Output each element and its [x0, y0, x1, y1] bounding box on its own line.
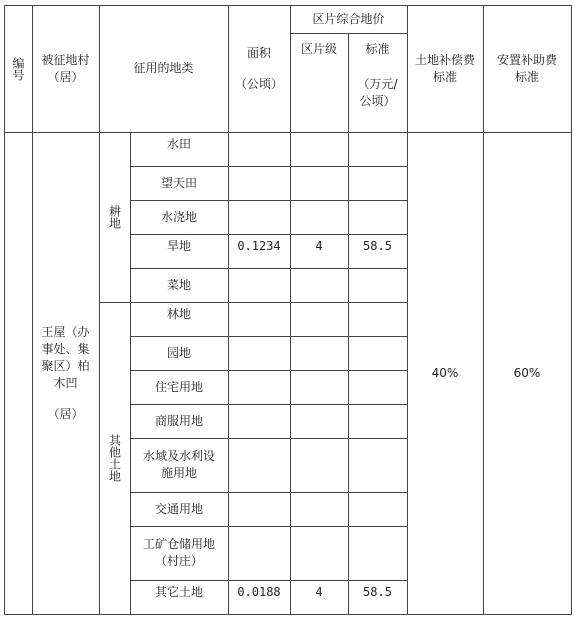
- row-area: [228, 438, 290, 492]
- row-standard-text: 58.5: [363, 239, 392, 253]
- header-standard-line1: 标准: [365, 42, 390, 56]
- row-area: [228, 200, 290, 234]
- row-grade: [290, 404, 348, 438]
- grid-line: [99, 5, 100, 615]
- row-standard: [348, 580, 407, 614]
- row-type: [130, 438, 228, 492]
- row-type-text: 园地: [166, 345, 191, 360]
- row-standard: [348, 370, 407, 404]
- table-border-left: [4, 5, 5, 615]
- grid-line: [407, 5, 408, 615]
- header-resettlement: [483, 5, 571, 132]
- grid-line: [130, 580, 407, 581]
- land-compensation-value: [407, 132, 483, 614]
- row-type-text: 施用地: [160, 466, 197, 480]
- header-standard: [348, 33, 407, 132]
- row-standard: [348, 200, 407, 234]
- row-type: [130, 302, 228, 336]
- row-grade: [290, 492, 348, 526]
- row-type: [130, 166, 228, 200]
- row-grade-text: 4: [315, 585, 323, 599]
- grid-line: [130, 370, 407, 371]
- header-area: [228, 5, 290, 132]
- row-area: [228, 370, 290, 404]
- row-standard: [348, 166, 407, 200]
- header-village-text: 被征地村（居）: [41, 52, 90, 84]
- row-type: [130, 200, 228, 234]
- row-grade: [290, 234, 348, 268]
- row-type-text: 工矿仓储用地: [142, 537, 215, 551]
- resettlement-value: [483, 132, 571, 614]
- village-line: （居）: [47, 406, 84, 421]
- village-cell: [32, 132, 99, 614]
- grid-line: [130, 268, 407, 269]
- header-village: [32, 5, 99, 132]
- header-area-line1: 面积: [246, 45, 271, 60]
- header-standard-line3: 公顷）: [359, 94, 396, 108]
- grid-line: [483, 5, 484, 615]
- row-type-text: 商服用地: [154, 413, 203, 428]
- row-type: [130, 580, 228, 614]
- row-area-text: 0.1234: [237, 239, 281, 253]
- row-area: [228, 166, 290, 200]
- row-type-text: 水浇地: [160, 209, 197, 224]
- row-type-text: 水域及水利设: [142, 449, 215, 463]
- row-standard: [348, 302, 407, 336]
- row-type-text: 菜地: [166, 277, 191, 292]
- header-price-group: [290, 5, 407, 33]
- group-other-text: 其他土地: [107, 434, 122, 482]
- grid-line: [130, 492, 407, 493]
- table-border-right: [571, 5, 572, 615]
- grid-line: [290, 5, 291, 615]
- group-cultivated-land: [99, 132, 130, 302]
- row-type: [130, 526, 228, 580]
- row-grade: [290, 200, 348, 234]
- grid-line: [348, 33, 349, 615]
- header-number: [4, 5, 32, 132]
- village-line: 王屋（办: [41, 324, 90, 339]
- row-area: [228, 302, 290, 336]
- village-line: 木凹: [53, 375, 78, 390]
- row-type: [130, 492, 228, 526]
- resettlement-value-text: 60%: [513, 365, 541, 380]
- row-grade: [290, 526, 348, 580]
- row-standard: [348, 234, 407, 268]
- row-grade: [290, 336, 348, 370]
- row-standard: [348, 132, 407, 166]
- row-area: [228, 268, 290, 302]
- grid-line: [130, 526, 407, 527]
- row-type-text: 其它土地: [154, 585, 203, 599]
- row-type-text: 住宅用地: [154, 379, 203, 394]
- row-type: [130, 370, 228, 404]
- table-border-top: [4, 5, 572, 6]
- village-line: 事处、集: [41, 341, 90, 356]
- header-grade-text: 区片级: [300, 42, 337, 56]
- row-grade: [290, 370, 348, 404]
- header-land-type-text: 征用的地类: [133, 61, 194, 75]
- header-area-line2: （公顷）: [234, 76, 283, 91]
- grid-line: [130, 336, 407, 337]
- header-price-group-text: 区片综合地价: [312, 11, 385, 26]
- row-standard: [348, 438, 407, 492]
- land-compensation-value-text: 40%: [431, 365, 459, 380]
- header-land-compensation-text: 土地补偿费标准: [415, 52, 476, 84]
- row-type-text: 望天田: [160, 175, 197, 190]
- row-type: [130, 132, 228, 166]
- grid-line: [130, 132, 131, 615]
- row-area: [228, 526, 290, 580]
- row-area: [228, 404, 290, 438]
- village-line: 聚区）柏: [41, 358, 90, 373]
- grid-line: [99, 302, 407, 303]
- grid-line: [130, 166, 407, 167]
- row-grade: [290, 438, 348, 492]
- row-standard: [348, 268, 407, 302]
- header-resettlement-text: 安置补助费标准: [496, 52, 557, 84]
- row-area: [228, 492, 290, 526]
- row-type-text: 林地: [166, 307, 191, 321]
- row-type: [130, 336, 228, 370]
- group-cultivated-text: 耕地: [107, 205, 122, 229]
- grid-line: [228, 5, 229, 615]
- row-area: [228, 234, 290, 268]
- row-standard-text: 58.5: [363, 585, 392, 599]
- header-grade: [290, 33, 348, 132]
- row-type-text: 交通用地: [154, 501, 203, 516]
- row-area-text: 0.0188: [237, 585, 281, 599]
- group-other-land: [99, 302, 130, 614]
- grid-line: [130, 404, 407, 405]
- header-standard-line2: （万元/: [357, 77, 398, 91]
- row-grade: [290, 302, 348, 336]
- row-type: [130, 234, 228, 268]
- grid-line: [130, 438, 407, 439]
- row-type-text: 水田: [166, 137, 191, 151]
- grid-line: [130, 200, 407, 201]
- row-grade: [290, 580, 348, 614]
- row-grade: [290, 166, 348, 200]
- grid-line: [32, 5, 33, 615]
- row-grade: [290, 132, 348, 166]
- row-type: [130, 268, 228, 302]
- grid-line: [290, 33, 407, 34]
- grid-line: [130, 234, 407, 235]
- row-area: [228, 132, 290, 166]
- row-type-text: （村庄）: [154, 554, 203, 568]
- header-number-text: 编号: [11, 56, 25, 81]
- row-standard: [348, 336, 407, 370]
- header-land-compensation: [407, 5, 483, 132]
- row-area: [228, 336, 290, 370]
- row-grade-text: 4: [315, 239, 323, 253]
- row-standard: [348, 526, 407, 580]
- row-area: [228, 580, 290, 614]
- row-type: [130, 404, 228, 438]
- row-type-text: 旱地: [166, 239, 191, 253]
- grid-line: [4, 132, 572, 133]
- row-standard: [348, 404, 407, 438]
- header-land-type: [99, 5, 228, 132]
- row-grade: [290, 268, 348, 302]
- row-standard: [348, 492, 407, 526]
- table-border-bottom: [4, 614, 572, 615]
